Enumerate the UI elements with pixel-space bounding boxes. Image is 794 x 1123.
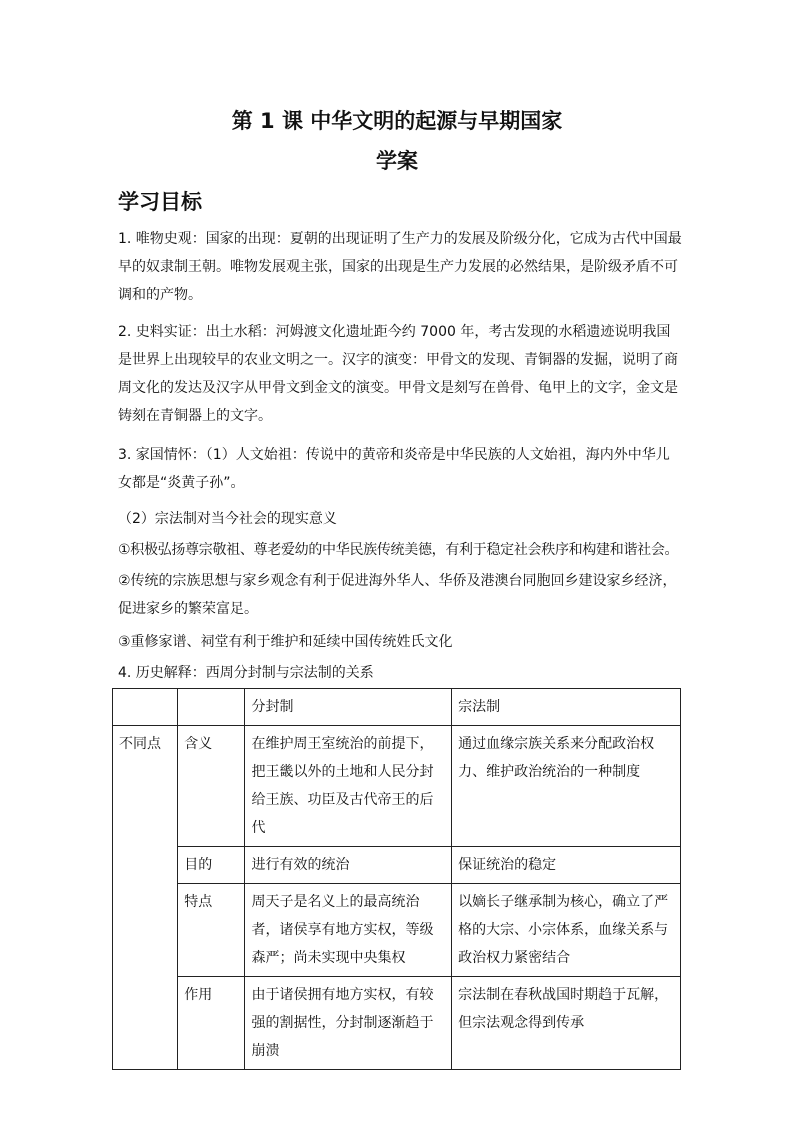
list-item: ①积极弘扬尊宗敬祖、尊老爱幼的中华民族传统美德，有利于稳定社会秩序和构建和谐社会。 (118, 542, 679, 558)
table-aspect-cell: 作用 (178, 977, 245, 1070)
page-title: 第 1 课 中华文明的起源与早期国家 (231, 109, 563, 133)
table-cell: 在维护周王室统治的前提下，把王畿以外的土地和人民分封给王族、功臣及古代帝王的后代 (245, 726, 452, 847)
table-header-cell: 宗法制 (452, 689, 681, 726)
paragraph-evidence: 2. 史料实证：出土水稻：河姆渡文化遗址距今约 7000 年，考古发现的水稻遗迹说明我国是世界上出现较早的农业文明之一。汉字的演变：甲骨文的发现、青铜器的发掘，说明了商周文化的发达及汉字从甲骨文到金文的演变。甲骨文是刻写在兽骨、龟甲上的文字，金文是铸刻在青铜器上的文字。 (118, 324, 678, 424)
table-cell: 保证统治的稳定 (452, 847, 681, 884)
table-aspect-cell: 特点 (178, 884, 245, 977)
table-aspect-cell: 目的 (178, 847, 245, 884)
section-heading: 学习目标 (118, 190, 202, 214)
table-row (113, 847, 681, 884)
paragraph-clan-significance: （2）宗法制对当今社会的现实意义 (118, 511, 337, 527)
table-cell: 通过血缘宗族关系来分配政治权力、维护政治统治的一种制度 (452, 726, 681, 847)
paragraph-patriotism: 3. 家国情怀：（1）人文始祖：传说中的黄帝和炎帝是中华民族的人文始祖，海内外中华儿女都是“炎黄子孙”。 (118, 447, 670, 491)
page-subtitle: 学案 (376, 149, 418, 173)
table-row (113, 977, 681, 1070)
table-row (113, 884, 681, 977)
table-cell: 进行有效的统治 (245, 847, 452, 884)
table-cell: 周天子是名义上的最高统治者，诸侯享有地方实权，等级森严；尚未实现中央集权 (245, 884, 452, 977)
table-aspect-cell: 含义 (178, 726, 245, 847)
table-header-cell (178, 689, 245, 726)
table-header-cell: 分封制 (245, 689, 452, 726)
table-header-cell (113, 689, 178, 726)
table-cell: 以嫡长子继承制为核心，确立了严格的大宗、小宗体系，血缘关系与政治权力紧密结合 (452, 884, 681, 977)
list-item: ②传统的宗族思想与家乡观念有利于促进海外华人、华侨及港澳台同胞回乡建设家乡经济，促进家乡的繁荣富足。 (118, 573, 677, 617)
table-group-label: 不同点 (113, 726, 178, 1070)
paragraph-interpretation: 4. 历史解释：西周分封制与宗法制的关系 (118, 665, 374, 681)
comparison-table (112, 688, 681, 1070)
paragraph-materialism: 1. 唯物史观：国家的出现：夏朝的出现证明了生产力的发展及阶级分化，它成为古代中国最早的奴隶制王朝。唯物发展观主张，国家的出现是生产力发展的必然结果，是阶级矛盾不可调和的产物。 (118, 231, 682, 303)
table-cell: 由于诸侯拥有地方实权，有较强的割据性，分封制逐渐趋于崩溃 (245, 977, 452, 1070)
table-header-row (113, 689, 681, 726)
list-item: ③重修家谱、祠堂有利于维护和延续中国传统姓氏文化 (118, 634, 453, 650)
table-cell: 宗法制在春秋战国时期趋于瓦解，但宗法观念得到传承 (452, 977, 681, 1070)
table-row (113, 726, 681, 847)
